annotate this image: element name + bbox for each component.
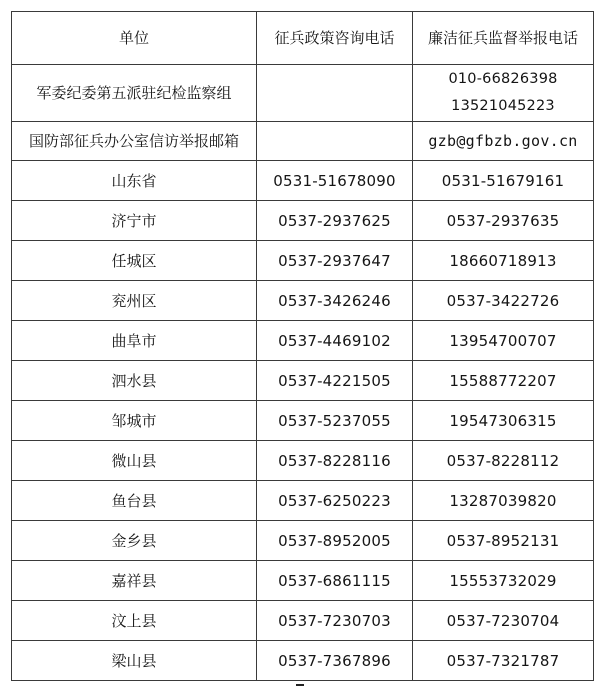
policy-phone-cell: 0531-51678090 [257, 161, 413, 201]
header-policy-phone: 征兵政策咨询电话 [257, 12, 413, 65]
table-body [12, 12, 594, 681]
policy-phone-cell: 0537-8228116 [257, 441, 413, 481]
unit-cell: 汶上县 [12, 601, 257, 641]
unit-cell: 邹城市 [12, 401, 257, 441]
page-edge-mark [296, 684, 304, 686]
report-email-cell: gzb@gfbzb.gov.cn [413, 122, 594, 161]
report-phone-cell: 0537-3422726 [413, 281, 594, 321]
report-phone-cell: 0531-51679161 [413, 161, 594, 201]
table-row [12, 641, 594, 681]
unit-cell: 嘉祥县 [12, 561, 257, 601]
table-row [12, 441, 594, 481]
report-phone-stack [413, 71, 593, 116]
report-phone-cell [413, 65, 594, 122]
header-report-phone: 廉洁征兵监督举报电话 [413, 12, 594, 65]
report-phone-cell: 0537-7230704 [413, 601, 594, 641]
unit-cell: 军委纪委第五派驻纪检监察组 [12, 65, 257, 122]
policy-phone-cell [257, 65, 413, 122]
table-row [12, 201, 594, 241]
policy-phone-cell: 0537-6250223 [257, 481, 413, 521]
unit-cell: 鱼台县 [12, 481, 257, 521]
table-row-email [12, 122, 594, 161]
policy-phone-cell: 0537-6861115 [257, 561, 413, 601]
report-phone-cell: 13954700707 [413, 321, 594, 361]
unit-cell: 济宁市 [12, 201, 257, 241]
report-phone-cell: 0537-2937635 [413, 201, 594, 241]
unit-cell: 山东省 [12, 161, 257, 201]
table-row [12, 401, 594, 441]
policy-phone-cell: 0537-4469102 [257, 321, 413, 361]
unit-cell: 梁山县 [12, 641, 257, 681]
unit-cell: 泗水县 [12, 361, 257, 401]
table-row [12, 361, 594, 401]
unit-cell: 兖州区 [12, 281, 257, 321]
report-phone-cell: 0537-8952131 [413, 521, 594, 561]
policy-phone-cell: 0537-7367896 [257, 641, 413, 681]
table-row [12, 521, 594, 561]
policy-phone-cell: 0537-7230703 [257, 601, 413, 641]
table-row [12, 321, 594, 361]
unit-cell: 任城区 [12, 241, 257, 281]
policy-phone-cell: 0537-2937625 [257, 201, 413, 241]
report-phone-cell: 15588772207 [413, 361, 594, 401]
report-phone-cell: 15553732029 [413, 561, 594, 601]
report-phone-cell: 19547306315 [413, 401, 594, 441]
header-unit: 单位 [12, 12, 257, 65]
policy-phone-cell [257, 122, 413, 161]
unit-cell: 微山县 [12, 441, 257, 481]
report-phone-cell: 0537-7321787 [413, 641, 594, 681]
contact-table [11, 11, 594, 681]
table-row [12, 601, 594, 641]
table-row [12, 481, 594, 521]
policy-phone-cell: 0537-8952005 [257, 521, 413, 561]
unit-cell: 金乡县 [12, 521, 257, 561]
table-row [12, 161, 594, 201]
report-phone-cell: 13287039820 [413, 481, 594, 521]
table-row [12, 241, 594, 281]
policy-phone-cell: 0537-5237055 [257, 401, 413, 441]
unit-cell: 国防部征兵办公室信访举报邮箱 [12, 122, 257, 161]
report-phone-cell: 18660718913 [413, 241, 594, 281]
policy-phone-cell: 0537-2937647 [257, 241, 413, 281]
policy-phone-cell: 0537-4221505 [257, 361, 413, 401]
header-row [12, 12, 594, 65]
report-phone-line: 010-66826398 [448, 70, 558, 87]
table-row [12, 561, 594, 601]
report-phone-line: 13521045223 [451, 98, 555, 114]
table-row-discipline-group [12, 65, 594, 122]
unit-cell: 曲阜市 [12, 321, 257, 361]
policy-phone-cell: 0537-3426246 [257, 281, 413, 321]
report-phone-cell: 0537-8228112 [413, 441, 594, 481]
table-row [12, 281, 594, 321]
